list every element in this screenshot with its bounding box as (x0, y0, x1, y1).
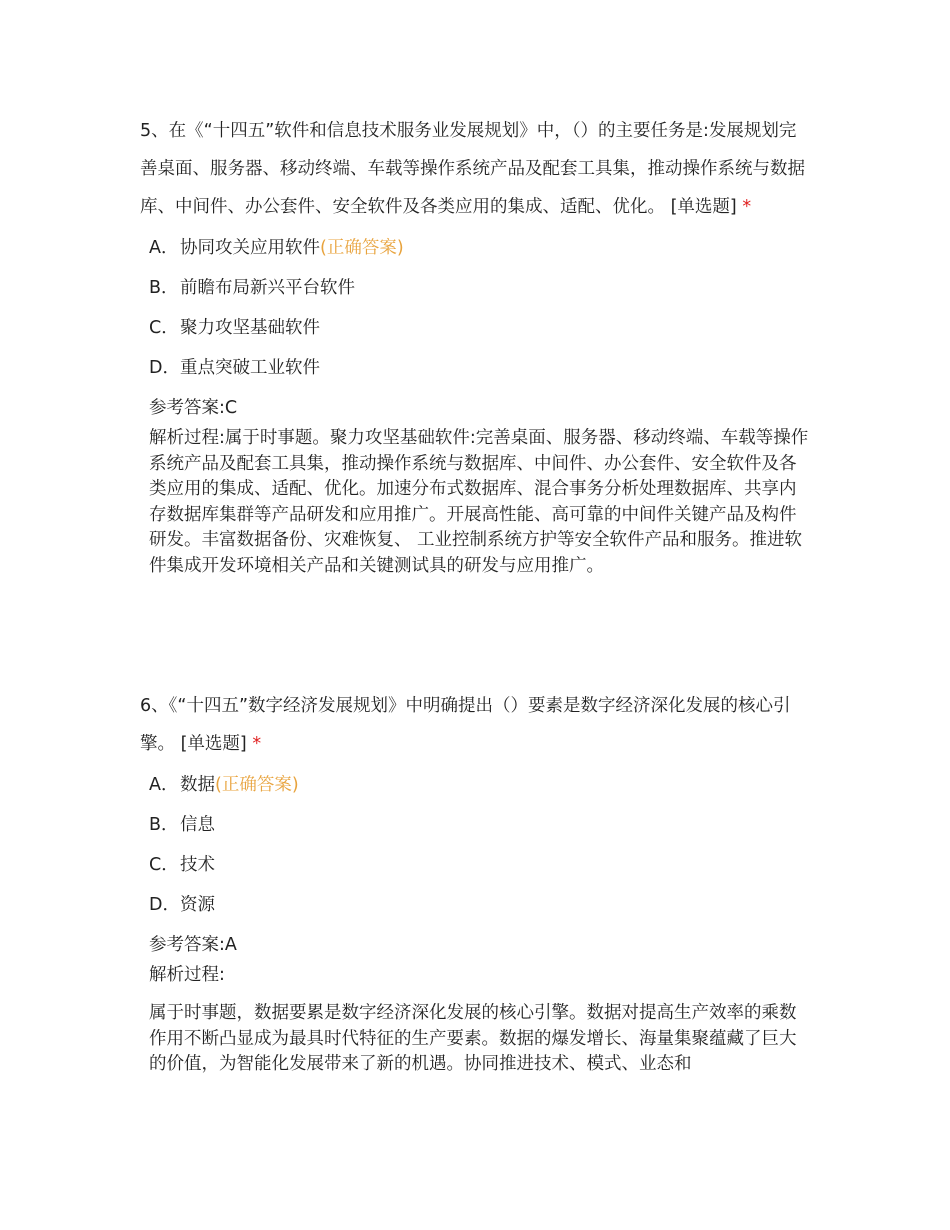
analysis-label: 解析过程: (149, 965, 225, 985)
option-text: 信息 (180, 815, 215, 835)
question-type: [单选题] (180, 734, 247, 754)
question-text: 在《“十四五”软件和信息技术服务业发展规划》中，（）的主要任务是:发展规划完善桌面、服务器、移动终端、车载等操作系统产品及配套工具集，推动操作系统与数据库、中间件、办公套件、安全软件及各类应用的集成、适配、优化。 (140, 121, 805, 217)
option-text: 重点突破工业软件 (180, 358, 320, 378)
question-stem (140, 112, 812, 226)
option-a[interactable] (149, 773, 812, 813)
option-letter: A． (149, 238, 179, 258)
reference-answer: 参考答案:A (149, 935, 237, 955)
correct-answer-tag: (正确答案) (320, 238, 404, 258)
option-d[interactable] (149, 356, 812, 396)
option-letter: A． (149, 775, 179, 795)
analysis-label: 解析过程: (149, 428, 225, 448)
question-stem (140, 687, 812, 763)
option-list (149, 236, 812, 396)
reference-answer: 参考答案:C (149, 398, 238, 418)
option-c[interactable] (149, 316, 812, 356)
option-letter: C． (149, 318, 179, 338)
analysis (149, 426, 809, 579)
option-letter: C． (149, 855, 179, 875)
question-number: 6、 (140, 696, 169, 716)
option-letter: D． (149, 895, 180, 915)
option-letter: B． (149, 815, 179, 835)
option-text: 技术 (180, 855, 215, 875)
question-type: [单选题] (670, 197, 737, 217)
analysis-text: 属于时事题。聚力攻坚基础软件:完善桌面、服务器、移动终端、车载等操作系统产品及配套工具集，推动操作系统与数据库、中间件、办公套件、安全软件及各类应用的集成、适配、优化。加速分布式数据库、混合事务分析处理数据库、共享内存数据库集群等产品研发和应用推广。开展高性能、高可靠的中间件关键产品及构件研发。丰富数据备份、灾难恢复、 工业控制系统方护等安全软件产品和服务。推进软件集成开发环境相关产品和关键测试具的研发与应用推广。 (149, 428, 809, 576)
correct-answer-tag: (正确答案) (215, 775, 299, 795)
option-text: 聚力攻坚基础软件 (180, 318, 320, 338)
option-text: 数据 (180, 775, 215, 795)
required-mark: * (742, 197, 752, 217)
option-text: 资源 (180, 895, 215, 915)
option-text: 协同攻关应用软件 (180, 238, 320, 258)
question-text: 《“十四五”数字经济发展规划》中明确提出（）要素是数字经济深化发展的核心引擎。 (140, 696, 791, 754)
option-b[interactable] (149, 813, 812, 853)
option-text: 前瞻布局新兴平台软件 (180, 278, 355, 298)
option-a[interactable] (149, 236, 812, 276)
required-mark: * (252, 734, 262, 754)
question-number: 5、 (140, 121, 169, 141)
option-letter: D． (149, 358, 180, 378)
analysis-text: 属于时事题，数据要累是数字经济深化发展的核心引擎。数据对提高生产效率的乘数作用不断凸显成为最具时代特征的生产要素。数据的爆发增长、海量集聚蕴藏了巨大的价值，为智能化发展带来了新的机遇。协同推进技术、模式、业态和 (149, 1003, 797, 1074)
question-5 (140, 112, 812, 579)
option-letter: B． (149, 278, 179, 298)
question-6 (140, 687, 812, 1078)
option-b[interactable] (149, 276, 812, 316)
option-d[interactable] (149, 893, 812, 933)
option-c[interactable] (149, 853, 812, 893)
option-list (149, 773, 812, 933)
